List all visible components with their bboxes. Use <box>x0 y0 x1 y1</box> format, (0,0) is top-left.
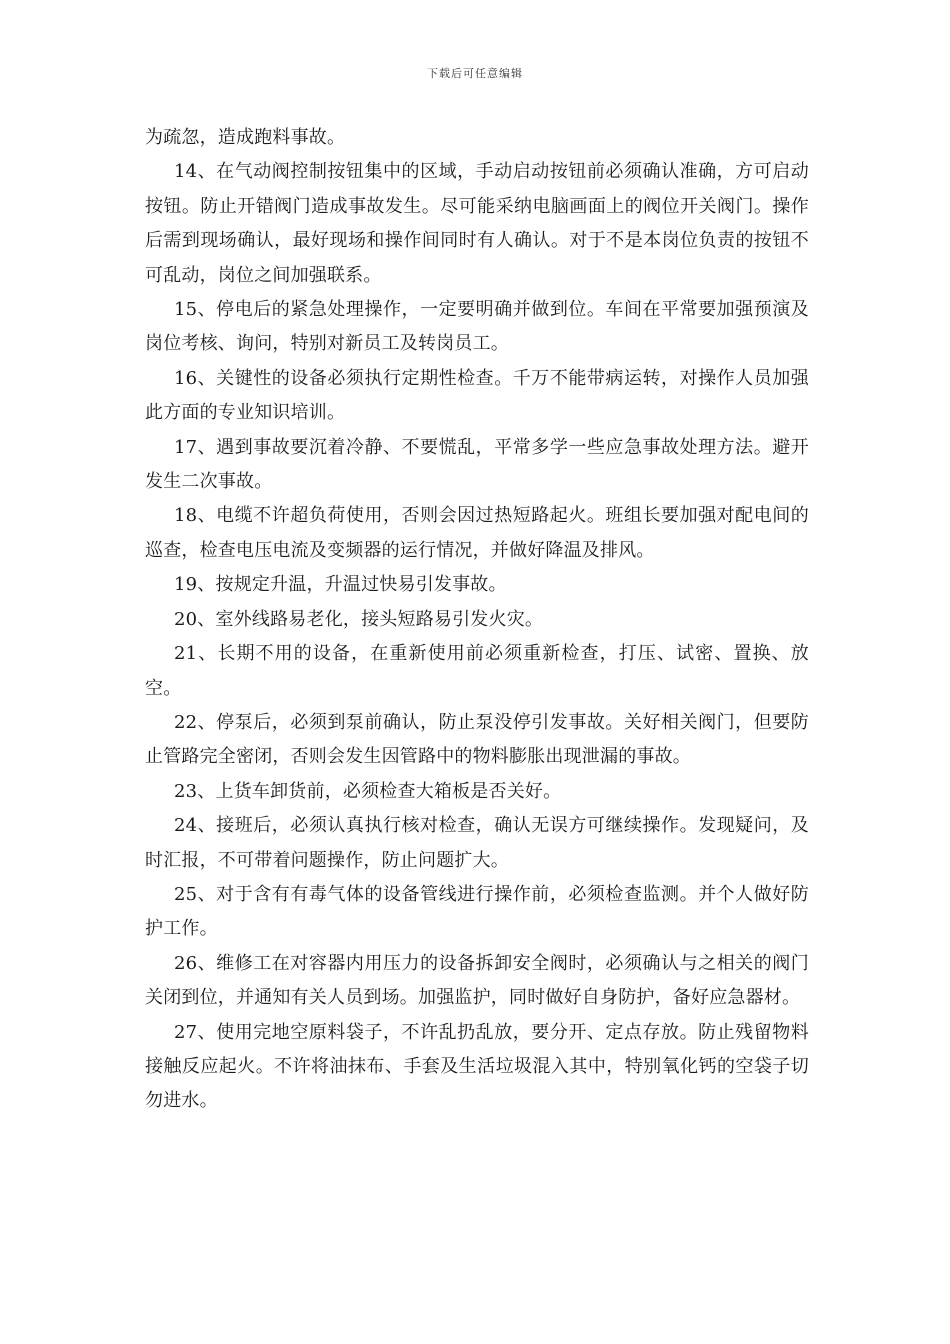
paragraph-item-16: 16、关键性的设备必须执行定期性检查。千万不能带病运转，对操作人员加强此方面的专业知识培训。 <box>145 367 809 424</box>
document-body <box>145 121 809 1119</box>
paragraph-item-27: 27、使用完地空原料袋子，不许乱扔乱放，要分开、定点存放。防止残留物料接触反应起火。不许将油抹布、手套及生活垃圾混入其中，特别氧化钙的空袋子切勿进水。 <box>145 1021 809 1112</box>
paragraph-item-23: 23、上货车卸货前，必须检查大箱板是否关好。 <box>174 780 562 802</box>
paragraph-item-26: 26、维修工在对容器内用压力的设备拆卸安全阀时，必须确认与之相关的阀门关闭到位，并通知有关人员到场。加强监护，同时做好自身防护，备好应急器材。 <box>145 952 809 1009</box>
paragraph-continuation: 为疏忽，造成跑料事故。 <box>145 127 346 148</box>
paragraph-item-22: 22、停泵后，必须到泵前确认，防止泵没停引发事故。关好相关阀门，但要防止管路完全密闭，否则会发生因管路中的物料膨胀出现泄漏的事故。 <box>145 711 809 768</box>
paragraph-item-21: 21、长期不用的设备，在重新使用前必须重新检查，打压、试密、置换、放空。 <box>145 643 809 699</box>
paragraph-item-20: 20、室外线路易老化，接头短路易引发火灾。 <box>174 608 544 630</box>
paragraph-item-14: 14、在气动阀控制按钮集中的区域，手动启动按钮前必须确认准确，方可启动按钮。防止开错阀门造成事故发生。尽可能采纳电脑画面上的阀位开关阀门。操作后需到现场确认，最好现场和操作间同时有人确认。对于不是本岗位负责的按钮不可乱动，岗位之间加强联系。 <box>145 161 809 286</box>
paragraph-item-24: 24、接班后，必须认真执行核对检查，确认无误方可继续操作。发现疑问，及时汇报，不可带着问题操作，防止问题扩大。 <box>145 815 809 871</box>
paragraph-item-17: 17、遇到事故要沉着冷静、不要慌乱，平常多学一些应急事故处理方法。避开发生二次事故。 <box>145 436 809 493</box>
paragraph-item-18: 18、电缆不许超负荷使用，否则会因过热短路起火。班组长要加强对配电间的巡查，检查电压电流及变频器的运行情况，并做好降温及排风。 <box>145 505 809 561</box>
paragraph-item-15: 15、停电后的紧急处理操作，一定要明确并做到位。车间在平常要加强预演及岗位考核、询问，特别对新员工及转岗员工。 <box>145 299 809 355</box>
paragraph-item-19: 19、按规定升温，升温过快易引发事故。 <box>174 574 507 596</box>
page-header: 下载后可任意编辑 <box>427 67 523 80</box>
paragraph-item-25: 25、对于含有有毒气体的设备管线进行操作前，必须检查监测。并个人做好防护工作。 <box>145 883 809 940</box>
